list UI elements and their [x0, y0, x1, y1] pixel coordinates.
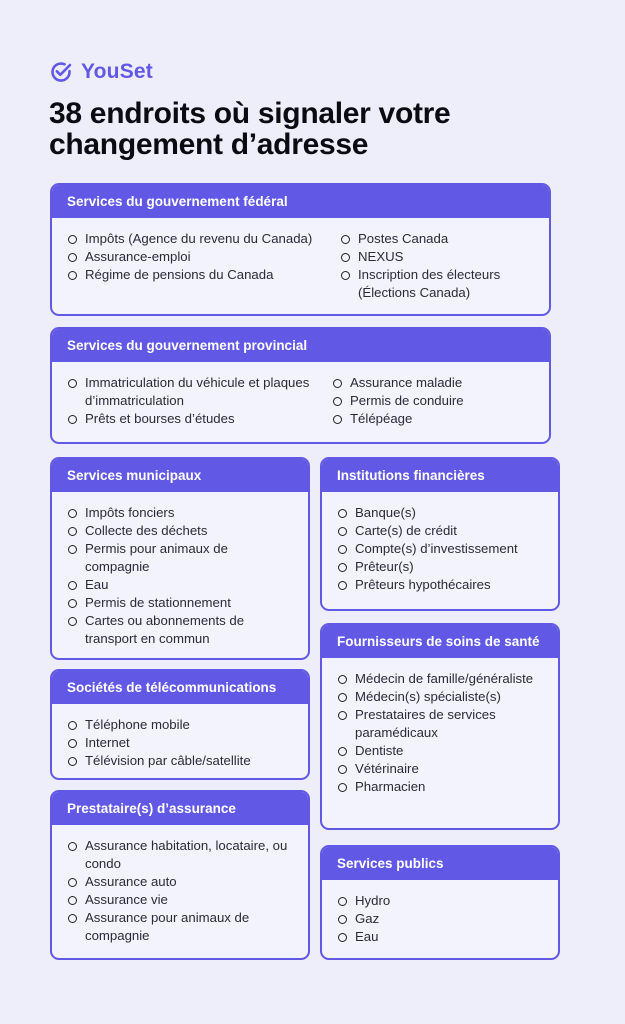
list-item: Assurance pour animaux de compagnie [66, 909, 294, 945]
provincial-list-left [66, 374, 325, 428]
list-item: Assurance maladie [331, 374, 535, 392]
card-utilities [320, 845, 560, 960]
list-item: Prestataires de services paramédicaux [336, 706, 544, 742]
municipal-list [66, 504, 294, 648]
list-item: Prêts et bourses d’études [66, 410, 325, 428]
card-financial-title: Institutions financières [322, 459, 558, 492]
card-health [320, 623, 560, 830]
card-provincial-title: Services du gouvernement provincial [52, 329, 549, 362]
list-item: Immatriculation du véhicule et plaques d’immatriculation [66, 374, 325, 410]
list-item: NEXUS [339, 248, 535, 266]
brand-name: YouSet [81, 60, 153, 83]
list-item: Assurance vie [66, 891, 294, 909]
list-item: Postes Canada [339, 230, 535, 248]
insurance-list [66, 837, 294, 945]
utilities-list [336, 892, 544, 946]
list-item: Compte(s) d’investissement [336, 540, 544, 558]
financial-list [336, 504, 544, 594]
list-item: Médecin(s) spécialiste(s) [336, 688, 544, 706]
card-health-title: Fournisseurs de soins de santé [322, 625, 558, 658]
list-item: Cartes ou abonnements de transport en commun [66, 612, 294, 648]
list-item: Régime de pensions du Canada [66, 266, 333, 284]
list-item: Dentiste [336, 742, 544, 760]
list-item: Vétérinaire [336, 760, 544, 778]
list-item: Téléphone mobile [66, 716, 294, 734]
list-item: Impôts (Agence du revenu du Canada) [66, 230, 333, 248]
list-item: Médecin de famille/généraliste [336, 670, 544, 688]
list-item: Hydro [336, 892, 544, 910]
list-item: Assurance habitation, locataire, ou condo [66, 837, 294, 873]
list-item: Banque(s) [336, 504, 544, 522]
list-item: Pharmacien [336, 778, 544, 796]
card-provincial [50, 327, 551, 444]
federal-list-right [333, 230, 535, 302]
card-insurance [50, 790, 310, 960]
card-financial [320, 457, 560, 611]
list-item: Carte(s) de crédit [336, 522, 544, 540]
check-circle-icon [49, 60, 73, 84]
card-insurance-title: Prestataire(s) d’assurance [52, 792, 308, 825]
provincial-list-right [325, 374, 535, 428]
telecom-list [66, 716, 294, 770]
list-item: Assurance auto [66, 873, 294, 891]
list-item: Télévision par câble/satellite [66, 752, 294, 770]
page-title [49, 98, 589, 160]
card-telecom [50, 669, 310, 780]
list-item: Télépéage [331, 410, 535, 428]
list-item: Internet [66, 734, 294, 752]
list-item: Permis de conduire [331, 392, 535, 410]
list-item: Inscription des électeurs (Élections Canada) [339, 266, 535, 302]
list-item: Impôts fonciers [66, 504, 294, 522]
list-item: Assurance-emploi [66, 248, 333, 266]
brand-logo [49, 60, 153, 84]
federal-list-left [66, 230, 333, 302]
card-telecom-title: Sociétés de télécommunications [52, 671, 308, 704]
card-utilities-title: Services publics [322, 847, 558, 880]
page-title-line-1: 38 endroits où signaler votre [49, 97, 451, 130]
card-federal [50, 183, 551, 316]
list-item: Gaz [336, 910, 544, 928]
page-title-line-2: changement d’adresse [49, 128, 369, 161]
list-item: Permis pour animaux de compagnie [66, 540, 294, 576]
list-item: Eau [336, 928, 544, 946]
card-municipal [50, 457, 310, 660]
list-item: Permis de stationnement [66, 594, 294, 612]
list-item: Prêteur(s) [336, 558, 544, 576]
health-list [336, 670, 544, 796]
list-item: Prêteurs hypothécaires [336, 576, 544, 594]
list-item: Eau [66, 576, 294, 594]
list-item: Collecte des déchets [66, 522, 294, 540]
card-federal-title: Services du gouvernement fédéral [52, 185, 549, 218]
card-municipal-title: Services municipaux [52, 459, 308, 492]
